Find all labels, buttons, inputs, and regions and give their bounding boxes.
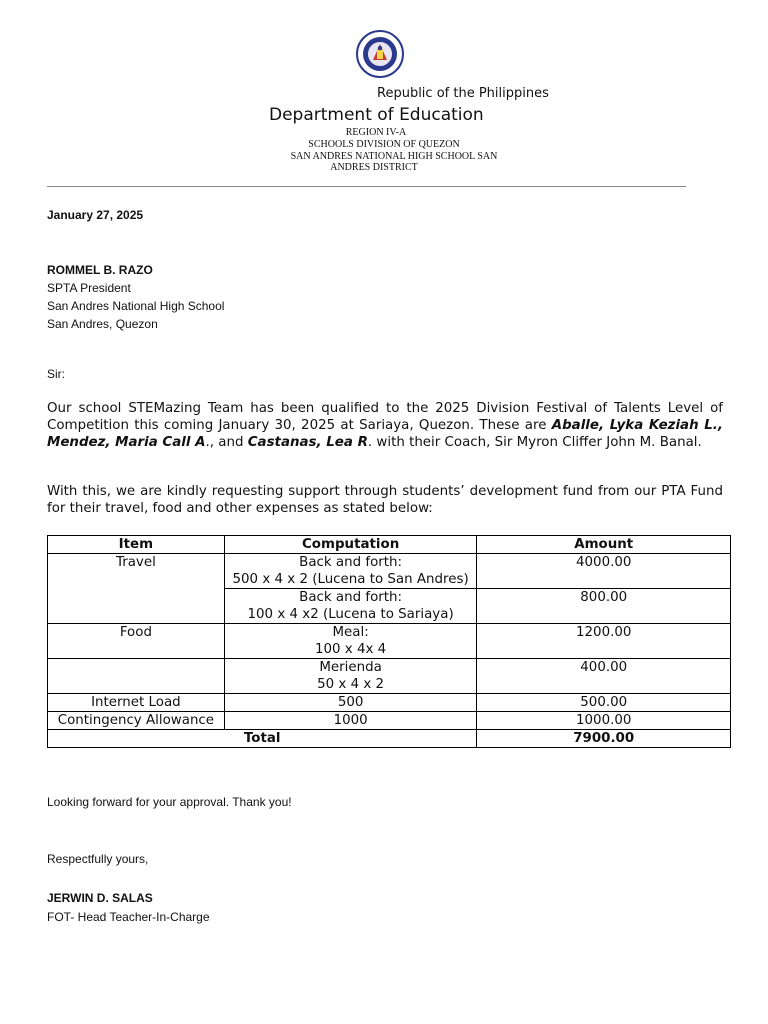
item-cell <box>48 659 225 694</box>
computation-line: 100 x 4 x2 (Lucena to Sariaya) <box>247 607 454 622</box>
body-paragraph-1 <box>47 400 723 451</box>
column-header: Amount <box>477 536 731 554</box>
recipient-block <box>47 261 224 333</box>
computation-line: Back and forth: <box>299 555 403 570</box>
recipient-name: ROMMEL B. RAZO <box>47 263 153 277</box>
computation-cell <box>224 554 477 589</box>
table-row <box>48 712 731 730</box>
division-label: SCHOOLS DIVISION OF QUEZON <box>308 139 460 150</box>
item-cell: Internet Load <box>48 694 225 712</box>
total-label: Total <box>48 730 477 748</box>
amount-cell: 1200.00 <box>477 624 731 659</box>
closing-line: Looking forward for your approval. Thank you! <box>47 795 292 809</box>
table-row <box>48 694 731 712</box>
computation-line: Merienda <box>319 660 382 675</box>
region-label: REGION IV-A <box>345 127 407 138</box>
computation-line: Back and forth: <box>299 590 403 605</box>
student-name: Castanas, Lea R <box>247 435 368 450</box>
letter-date: January 27, 2025 <box>47 208 144 222</box>
signer-title: FOT- Head Teacher-In-Charge <box>47 910 210 924</box>
computation-line: Meal: <box>332 625 369 640</box>
amount-cell: 800.00 <box>477 589 731 624</box>
item-cell: Contingency Allowance <box>48 712 225 730</box>
item-cell: Travel <box>48 554 225 624</box>
amount-cell: 4000.00 <box>477 554 731 589</box>
deped-seal-logo <box>351 30 409 78</box>
computation-cell: 500 <box>224 694 477 712</box>
computation-cell <box>224 589 477 624</box>
computation-cell: 1000 <box>224 712 477 730</box>
amount-cell: 400.00 <box>477 659 731 694</box>
table-row <box>48 624 731 659</box>
computation-cell <box>224 659 477 694</box>
computation-line: 50 x 4 x 2 <box>317 677 385 692</box>
budget-table <box>47 535 731 748</box>
signer-name: JERWIN D. SALAS <box>47 891 153 905</box>
column-header: Item <box>48 536 225 554</box>
paragraph-text: . with their Coach, Sir Myron Cliffer John M. Banal. <box>367 435 702 450</box>
paragraph-text: Our school STEMazing Team has been qualified to the 2025 Division Festival of Talents Level of Competition this coming January 30, 2025 at Sariaya, Quezon. These are <box>47 401 723 433</box>
republic-label: Republic of the Philippines <box>377 86 549 101</box>
column-header: Computation <box>224 536 477 554</box>
item-cell: Food <box>48 624 225 659</box>
table-row <box>48 554 731 589</box>
body-paragraph-2: With this, we are kindly requesting support through students’ development fund from our PTA Fund for their travel, food and other expenses as stated below: <box>47 484 723 516</box>
amount-cell: 1000.00 <box>477 712 731 730</box>
district-label: ANDRES DISTRICT <box>330 162 418 173</box>
total-amount: 7900.00 <box>477 730 731 748</box>
header-divider <box>47 186 686 187</box>
paragraph-text: ., and <box>205 435 248 450</box>
school-label: SAN ANDRES NATIONAL HIGH SCHOOL SAN <box>290 151 498 162</box>
recipient-title: SPTA President <box>47 281 131 295</box>
computation-line: 100 x 4x 4 <box>314 642 387 657</box>
complimentary-close: Respectfully yours, <box>47 852 149 866</box>
salutation: Sir: <box>47 367 65 381</box>
signature-block <box>47 889 210 927</box>
table-header-row <box>48 536 731 554</box>
recipient-location: San Andres, Quezon <box>47 317 158 331</box>
table-row <box>48 659 731 694</box>
recipient-school: San Andres National High School <box>47 299 225 313</box>
amount-cell: 500.00 <box>477 694 731 712</box>
student-names: Aballe, Lyka Keziah L., Mendez, Maria Call A <box>47 418 723 450</box>
department-title: Department of Education <box>269 105 484 125</box>
computation-cell <box>224 624 477 659</box>
computation-line: 500 x 4 x 2 (Lucena to San Andres) <box>232 572 469 587</box>
table-total-row <box>48 730 731 748</box>
